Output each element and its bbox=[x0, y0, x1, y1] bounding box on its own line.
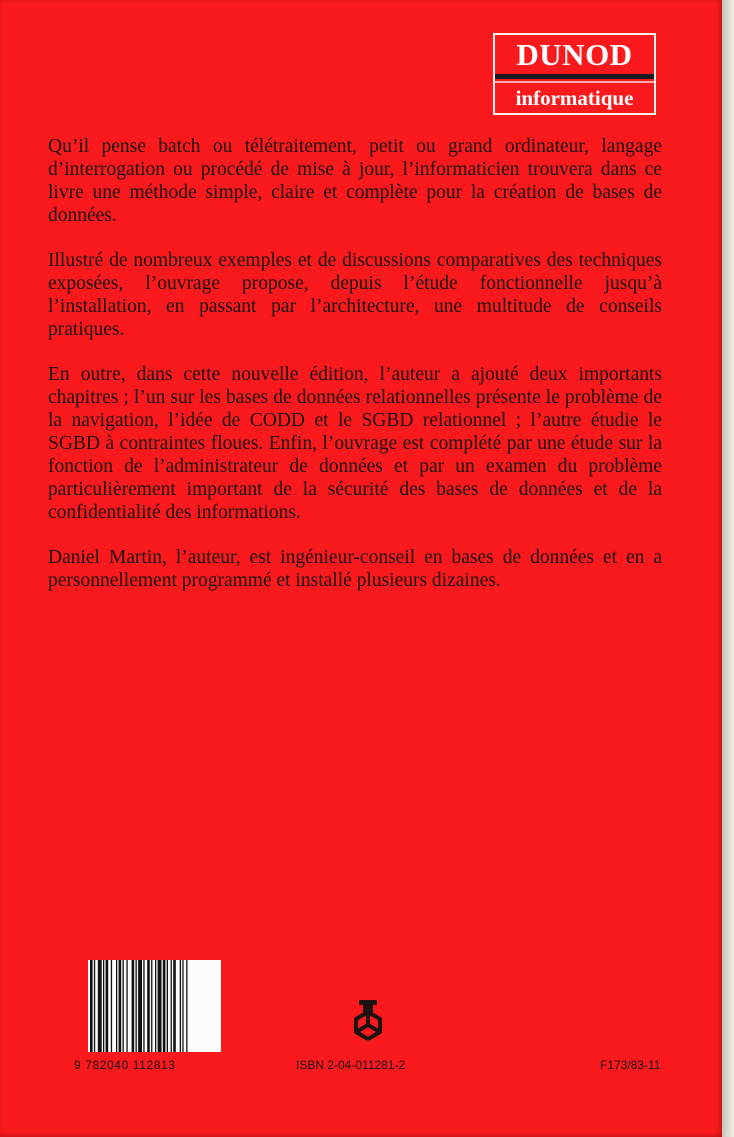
barcode-bar bbox=[147, 960, 150, 1052]
barcode bbox=[88, 960, 221, 1052]
barcode-bar bbox=[106, 960, 109, 1052]
barcode-bar bbox=[182, 960, 183, 1052]
barcode-bar bbox=[138, 960, 142, 1052]
barcode-bar bbox=[116, 960, 117, 1052]
barcode-bars bbox=[88, 960, 221, 1052]
barcode-bar bbox=[163, 960, 166, 1052]
barcode-bar bbox=[132, 960, 135, 1052]
barcode-bar bbox=[123, 960, 124, 1052]
blurb-paragraph-4: Daniel Martin, l’auteur, est ingénieur-conseil en bases de données et en a personnellement programmé et installé plusieurs dizaines. bbox=[48, 547, 662, 591]
logo-divider bbox=[495, 74, 654, 79]
logo-divider-highlight bbox=[495, 81, 654, 83]
barcode-bar bbox=[158, 960, 162, 1052]
collection-name: informatique bbox=[515, 86, 634, 110]
barcode-bar bbox=[94, 960, 95, 1052]
isbn-number: ISBN 2-04-011281-2 bbox=[296, 1058, 406, 1072]
blurb-paragraph-2: Illustré de nombreux exemples et de discussions comparatives des techniques exposées, l’ouvrage propose, depuis l’étude fonctionnelle jusqu’à l’installation, en passant par l’architecture, une multitude de conseils pratiques. bbox=[48, 250, 662, 340]
page-edge bbox=[722, 0, 734, 1137]
dunod-emblem-icon bbox=[345, 998, 391, 1049]
barcode-bar bbox=[167, 960, 168, 1052]
barcode-bar bbox=[90, 960, 93, 1052]
barcode-bar bbox=[126, 960, 127, 1052]
barcode-bar bbox=[151, 960, 152, 1052]
blurb-paragraph-3: En outre, dans cette nouvelle édition, l’auteur a ajouté deux importants chapitres ; l’un sur les bases de données relationnelles présente le problème de la navigation, l’idée de CODD et le SGBD relationnel ; l’autre étudie le SGBD à contraintes floues. Enfin, l’ouvrage est complété par une étude sur la fonction de l’administrateur de données et par un examen du problème particulièrement important de la sécurité des bases de données et de la confidentialité des informations. bbox=[48, 364, 662, 523]
barcode-bar bbox=[119, 960, 122, 1052]
barcode-bar bbox=[136, 960, 137, 1052]
publisher-name: DUNOD bbox=[516, 37, 633, 72]
barcode-bar bbox=[180, 960, 181, 1052]
barcode-bar bbox=[143, 960, 144, 1052]
barcode-bar bbox=[111, 960, 112, 1052]
barcode-bar bbox=[186, 960, 187, 1052]
barcode-digits: 9 782040 112813 bbox=[74, 1058, 176, 1072]
blurb-text bbox=[48, 135, 662, 614]
blurb-paragraph-1: Qu’il pense batch ou télétraitement, petit ou grand ordinateur, langage d’interrogation ou procédé de mise à jour, l’informaticien trouvera dans ce livre une méthode simple, claire et complète pour la création de bases de données. bbox=[48, 136, 662, 226]
barcode-bar bbox=[98, 960, 102, 1052]
barcode-bar bbox=[155, 960, 156, 1052]
catalog-reference: F173/83-11 bbox=[600, 1058, 661, 1072]
barcode-bar bbox=[171, 960, 172, 1052]
barcode-bar bbox=[103, 960, 104, 1052]
publisher-logo bbox=[493, 33, 656, 115]
barcode-bar bbox=[173, 960, 176, 1052]
